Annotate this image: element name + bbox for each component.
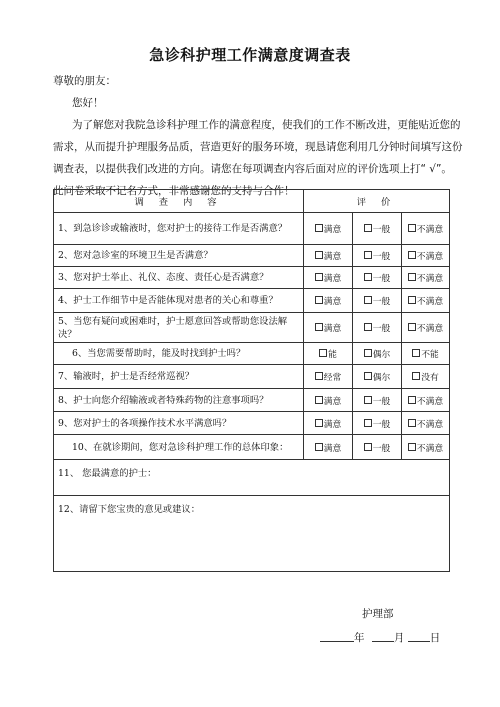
question-text: 9、您对护士的各项操作技术水平满意吗？ [54,412,304,435]
rating-option[interactable] [304,213,353,245]
rating-option[interactable] [402,389,450,412]
option-label: 满意 [323,443,342,454]
checkbox-icon[interactable] [364,251,372,259]
rating-option[interactable] [402,267,450,289]
greeting: 尊敬的朋友： [53,75,116,87]
day-blank[interactable] [408,630,430,642]
table-row [54,213,450,245]
rating-option[interactable] [304,267,353,289]
rating-option[interactable] [353,412,402,435]
rating-option[interactable] [402,213,450,245]
checkbox-icon[interactable] [319,349,327,357]
rating-option[interactable] [353,213,402,245]
option-label: 一般 [372,297,391,307]
question-text: 4、护士工作细节中是否能体现对患者的关心和尊重？ [54,289,304,313]
department-signature: 护理部 [362,608,394,620]
intro-line-2: 需求，从而提升护理服务品质，营造更好的服务环境，现恳请您利用几分钟时间填写这份 [53,141,463,153]
rating-option[interactable] [353,389,402,412]
checkbox-icon[interactable] [408,251,416,259]
rating-option[interactable] [304,412,353,435]
option-label: 一般 [372,225,391,235]
checkbox-icon[interactable] [315,419,323,427]
rating-option[interactable] [353,343,402,365]
rating-option[interactable] [304,389,353,412]
rating-option[interactable] [402,313,450,343]
option-label: 满意 [323,396,342,407]
question-12-field[interactable] [54,496,450,572]
rating-option[interactable] [402,343,450,365]
table-row [54,389,450,412]
option-label: 满意 [323,225,342,235]
rating-option[interactable] [353,267,402,289]
day-label: 日 [429,632,441,644]
question-text: 6、当您需要帮助时，能及时找到护士吗？ [54,343,304,365]
hello-text: 您好！ [72,97,104,109]
checkbox-icon[interactable] [364,273,372,281]
rating-option[interactable] [402,435,450,460]
checkbox-icon[interactable] [315,396,323,404]
checkbox-icon[interactable] [315,443,323,451]
checkbox-icon[interactable] [408,443,416,451]
rating-option[interactable] [304,313,353,343]
option-label: 满意 [323,252,342,262]
checkbox-icon[interactable] [364,323,372,331]
checkbox-icon[interactable] [364,296,372,304]
checkbox-icon[interactable] [315,323,323,331]
checkbox-icon[interactable] [315,224,323,232]
question-text: 7、输液时，护士是否经常巡视？ [54,365,304,389]
option-label: 不满意 [416,396,444,407]
option-label: 不满意 [416,297,444,307]
question-text: 8、护士向您介绍输液或者特殊药物的注意事项吗？ [54,389,304,412]
option-label: 不满意 [416,324,444,334]
table-row [54,435,450,460]
rating-option[interactable] [304,343,353,365]
question-11-row [54,460,450,496]
table-row [54,245,450,267]
checkbox-icon[interactable] [315,296,323,304]
option-label: 偶尔 [372,350,391,360]
question-text: 1、到急诊诊或输液时，您对护士的接待工作是否满意？ [54,213,304,245]
survey-table [53,189,450,572]
rating-option[interactable] [353,245,402,267]
option-label: 满意 [323,419,342,430]
header-content: 调 查 内 容 [54,190,304,213]
checkbox-icon[interactable] [408,224,416,232]
table-row [54,343,450,365]
year-label: 年 [354,632,365,644]
table-row [54,365,450,389]
checkbox-icon[interactable] [364,443,372,451]
option-label: 没有 [421,373,439,383]
option-label: 一般 [372,252,391,262]
option-label: 经常 [323,373,342,383]
table-row [54,267,450,289]
option-label: 偶尔 [372,373,391,383]
rating-option[interactable] [402,245,450,267]
option-label: 一般 [372,324,391,334]
month-label: 月 [393,632,405,644]
rating-option[interactable] [402,412,450,435]
rating-option[interactable] [353,289,402,313]
checkbox-icon[interactable] [315,273,323,281]
rating-option[interactable] [402,289,450,313]
question-text: 2、您对急诊室的环境卫生是否满意？ [54,245,304,267]
header-rating: 评 价 [304,190,450,213]
option-label: 不满意 [416,274,444,284]
option-label: 能 [328,350,337,360]
rating-option[interactable] [353,313,402,343]
option-label: 不能 [421,350,439,360]
option-label: 不满意 [416,252,444,262]
checkbox-icon[interactable] [408,419,416,427]
rating-option[interactable] [304,365,353,389]
option-label: 不满意 [416,419,444,430]
rating-option[interactable] [402,365,450,389]
year-blank[interactable] [320,630,354,642]
option-label: 不满意 [416,443,444,454]
checkbox-icon[interactable] [408,273,416,281]
checkbox-icon[interactable] [364,224,372,232]
option-label: 一般 [372,443,391,454]
option-label: 一般 [372,419,391,430]
question-text: 5、当您有疑问或困难时，护士愿意回答或帮助您设法解决？ [54,313,304,343]
intro-line-3: 调查表，以提供我们改进的方向。请您在每项调查内容后面对应的评价选项上打“ √”。 [53,163,452,175]
question-text: 10、在就诊期间，您对急诊科护理工作的总体印象： [54,435,304,460]
rating-option[interactable] [353,435,402,460]
table-header-row [54,190,450,213]
option-label: 满意 [323,297,342,307]
rating-option[interactable] [304,435,353,460]
option-label: 满意 [323,324,342,334]
table-row [54,289,450,313]
checkbox-icon[interactable] [408,323,416,331]
question-12-row [54,496,450,572]
checkbox-icon[interactable] [412,372,420,380]
checkbox-icon[interactable] [408,396,416,404]
checkbox-icon[interactable] [412,349,420,357]
checkbox-icon[interactable] [364,419,372,427]
checkbox-icon[interactable] [315,251,323,259]
option-label: 不满意 [416,225,444,235]
checkbox-icon[interactable] [315,372,323,380]
page-title: 急诊科护理工作满意度调查表 [149,46,351,64]
checkbox-icon[interactable] [364,372,372,380]
intro-line-4: 此问卷采取不记名方式，非常感谢您的支持与合作！ [53,185,295,197]
checkbox-icon[interactable] [408,296,416,304]
option-label: 一般 [372,274,391,284]
question-11-label: 11、 您最满意的护士： [58,468,157,479]
date-line [320,630,440,645]
question-11-field[interactable] [54,460,450,496]
rating-option[interactable] [304,289,353,313]
table-row [54,412,450,435]
checkbox-icon[interactable] [364,349,372,357]
intro-line-1: 为了解您对我院急诊科护理工作的满意程度，使我们的工作不断改进，更能贴近您的 [72,119,461,131]
question-text: 3、您对护士举止、礼仪、态度、责任心是否满意？ [54,267,304,289]
checkbox-icon[interactable] [364,396,372,404]
option-label: 一般 [372,396,391,407]
rating-option[interactable] [353,365,402,389]
question-12-label: 12、请留下您宝贵的意见或建议： [58,504,200,515]
month-blank[interactable] [372,630,394,642]
rating-option[interactable] [304,245,353,267]
option-label: 满意 [323,274,342,284]
table-row [54,313,450,343]
